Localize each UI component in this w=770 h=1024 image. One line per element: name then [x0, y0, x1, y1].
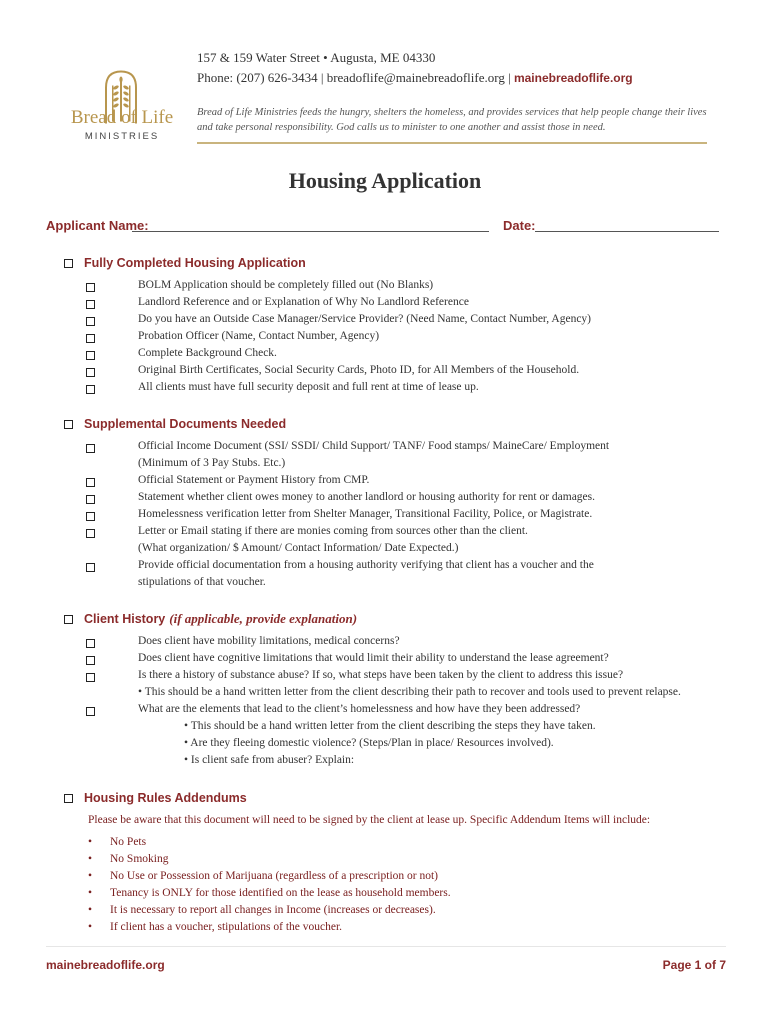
list-item: All clients must have full security deposit and full rent at time of lease up.	[138, 381, 479, 393]
list-item: Does client have cognitive limitations that would limit their ability to understand the lease agreement?	[138, 652, 609, 664]
item-checkbox[interactable]	[86, 283, 95, 292]
date-label: Date:	[503, 218, 536, 233]
item-checkbox[interactable]	[86, 300, 95, 309]
section-checkbox-addendums[interactable]	[64, 794, 73, 803]
bullet-icon: •	[88, 921, 93, 933]
list-item: Landlord Reference and or Explanation of Why No Landlord Reference	[138, 296, 469, 308]
list-item: Probation Officer (Name, Contact Number, Agency)	[138, 330, 380, 342]
list-item-continued: (What organization/ $ Amount/ Contact Information/ Date Expected.)	[138, 542, 459, 554]
list-sub-item: • Are they fleeing domestic violence? (Steps/Plan in place/ Resources involved).	[184, 737, 554, 749]
page-title: Housing Application	[288, 168, 482, 193]
list-item: Complete Background Check.	[138, 347, 277, 359]
item-checkbox[interactable]	[86, 495, 95, 504]
item-checkbox[interactable]	[86, 707, 95, 716]
section-label-supplemental: Supplemental Documents Needed	[84, 417, 287, 431]
item-checkbox[interactable]	[86, 563, 95, 572]
list-item: Official Income Document (SSI/ SSDI/ Child Support/ TANF/ Food stamps/ MaineCare/ Employment	[138, 440, 610, 452]
contact-line	[197, 70, 633, 86]
item-checkbox[interactable]	[86, 529, 95, 538]
list-item: Official Statement or Payment History from CMP.	[138, 474, 370, 486]
list-item: Original Birth Certificates, Social Security Cards, Photo ID, for All Members of the Household.	[138, 364, 580, 376]
addendum-note: Please be aware that this document will need to be signed by the client at lease up. Specific Addendum Items will include:	[88, 814, 651, 826]
item-checkbox[interactable]	[86, 385, 95, 394]
list-item: Do you have an Outside Case Manager/Service Provider? (Need Name, Contact Number, Agency)	[138, 313, 592, 325]
item-checkbox[interactable]	[86, 334, 95, 343]
item-checkbox[interactable]	[86, 317, 95, 326]
item-checkbox[interactable]	[86, 478, 95, 487]
address: 157 & 159 Water Street • Augusta, ME 04330	[197, 50, 436, 65]
list-item-continued: stipulations of that voucher.	[138, 576, 266, 588]
website-link[interactable]: mainebreadoflife.org	[513, 71, 633, 85]
list-item: Letter or Email stating if there are monies coming from sources other than the client.	[138, 525, 528, 537]
bullet-icon: •	[88, 904, 93, 916]
section-label-addendums: Housing Rules Addendums	[84, 791, 247, 805]
item-checkbox[interactable]	[86, 351, 95, 360]
section-label-history-text: Client History	[84, 612, 166, 626]
item-checkbox[interactable]	[86, 656, 95, 665]
list-item: BOLM Application should be completely filled out (No Blanks)	[138, 279, 434, 291]
addendum-item: It is necessary to report all changes in Income (increases or decreases).	[110, 904, 436, 916]
footer-website-link[interactable]: mainebreadoflife.org	[46, 958, 165, 972]
bullet-icon: •	[88, 853, 93, 865]
list-item-note: • This should be a hand written letter from the client describing their path to recover and tools used to prevent relapse.	[138, 686, 681, 698]
item-checkbox[interactable]	[86, 673, 95, 682]
date-field[interactable]	[535, 231, 719, 232]
addendum-item: No Smoking	[110, 853, 169, 865]
bullet-icon: •	[88, 870, 93, 882]
list-sub-item: • This should be a hand written letter from the client describing the steps they have taken.	[184, 720, 596, 732]
section-subtitle-history: (if applicable, provide explanation)	[169, 611, 358, 626]
section-checkbox-history[interactable]	[64, 615, 73, 624]
list-item: Does client have mobility limitations, medical concerns?	[138, 635, 400, 647]
addendum-item: If client has a voucher, stipulations of the voucher.	[110, 921, 343, 933]
bullet-icon: •	[88, 887, 93, 899]
list-item-continued: (Minimum of 3 Pay Stubs. Etc.)	[138, 457, 286, 469]
list-sub-item: • Is client safe from abuser? Explain:	[184, 754, 355, 766]
section-checkbox-completed[interactable]	[64, 259, 73, 268]
page-number: Page 1 of 7	[662, 958, 726, 972]
item-checkbox[interactable]	[86, 368, 95, 377]
applicant-name-field[interactable]	[132, 231, 489, 232]
item-checkbox[interactable]	[86, 444, 95, 453]
footer-divider	[46, 946, 726, 947]
section-label-history	[84, 611, 357, 627]
list-item: Is there a history of substance abuse? If so, what steps have been taken by the client to address this issue?	[138, 669, 624, 681]
list-item: Homelessness verification letter from Shelter Manager, Transitional Facility, Police, or Magistrate.	[138, 508, 593, 520]
item-checkbox[interactable]	[86, 639, 95, 648]
section-checkbox-supplemental[interactable]	[64, 420, 73, 429]
list-item: What are the elements that lead to the client’s homelessness and how have they been addressed?	[138, 703, 581, 715]
phone-email: Phone: (207) 626-3434 | breadoflife@mainebreadoflife.org |	[197, 70, 514, 85]
logo-subtitle: MINISTRIES	[84, 131, 160, 142]
logo-name: Bread of Life	[70, 107, 174, 128]
item-checkbox[interactable]	[86, 512, 95, 521]
header-divider	[197, 142, 707, 144]
list-item: Statement whether client owes money to another landlord or housing authority for rent or damages.	[138, 491, 596, 503]
mission-statement: Bread of Life Ministries feeds the hungry, shelters the homeless, and provides services that help people change their lives and take personal responsibility. God calls us to minister to one another and assist those in need.	[197, 107, 707, 133]
addendum-item: No Pets	[110, 836, 147, 848]
applicant-name-label: Applicant Name:	[46, 218, 149, 233]
addendum-item: Tenancy is ONLY for those identified on the lease as household members.	[110, 887, 451, 899]
bullet-icon: •	[88, 836, 93, 848]
list-item: Provide official documentation from a housing authority verifying that client has a voucher and the	[138, 559, 594, 571]
section-label-completed: Fully Completed Housing Application	[84, 256, 306, 270]
addendum-item: No Use or Possession of Marijuana (regardless of a prescription or not)	[110, 870, 438, 882]
